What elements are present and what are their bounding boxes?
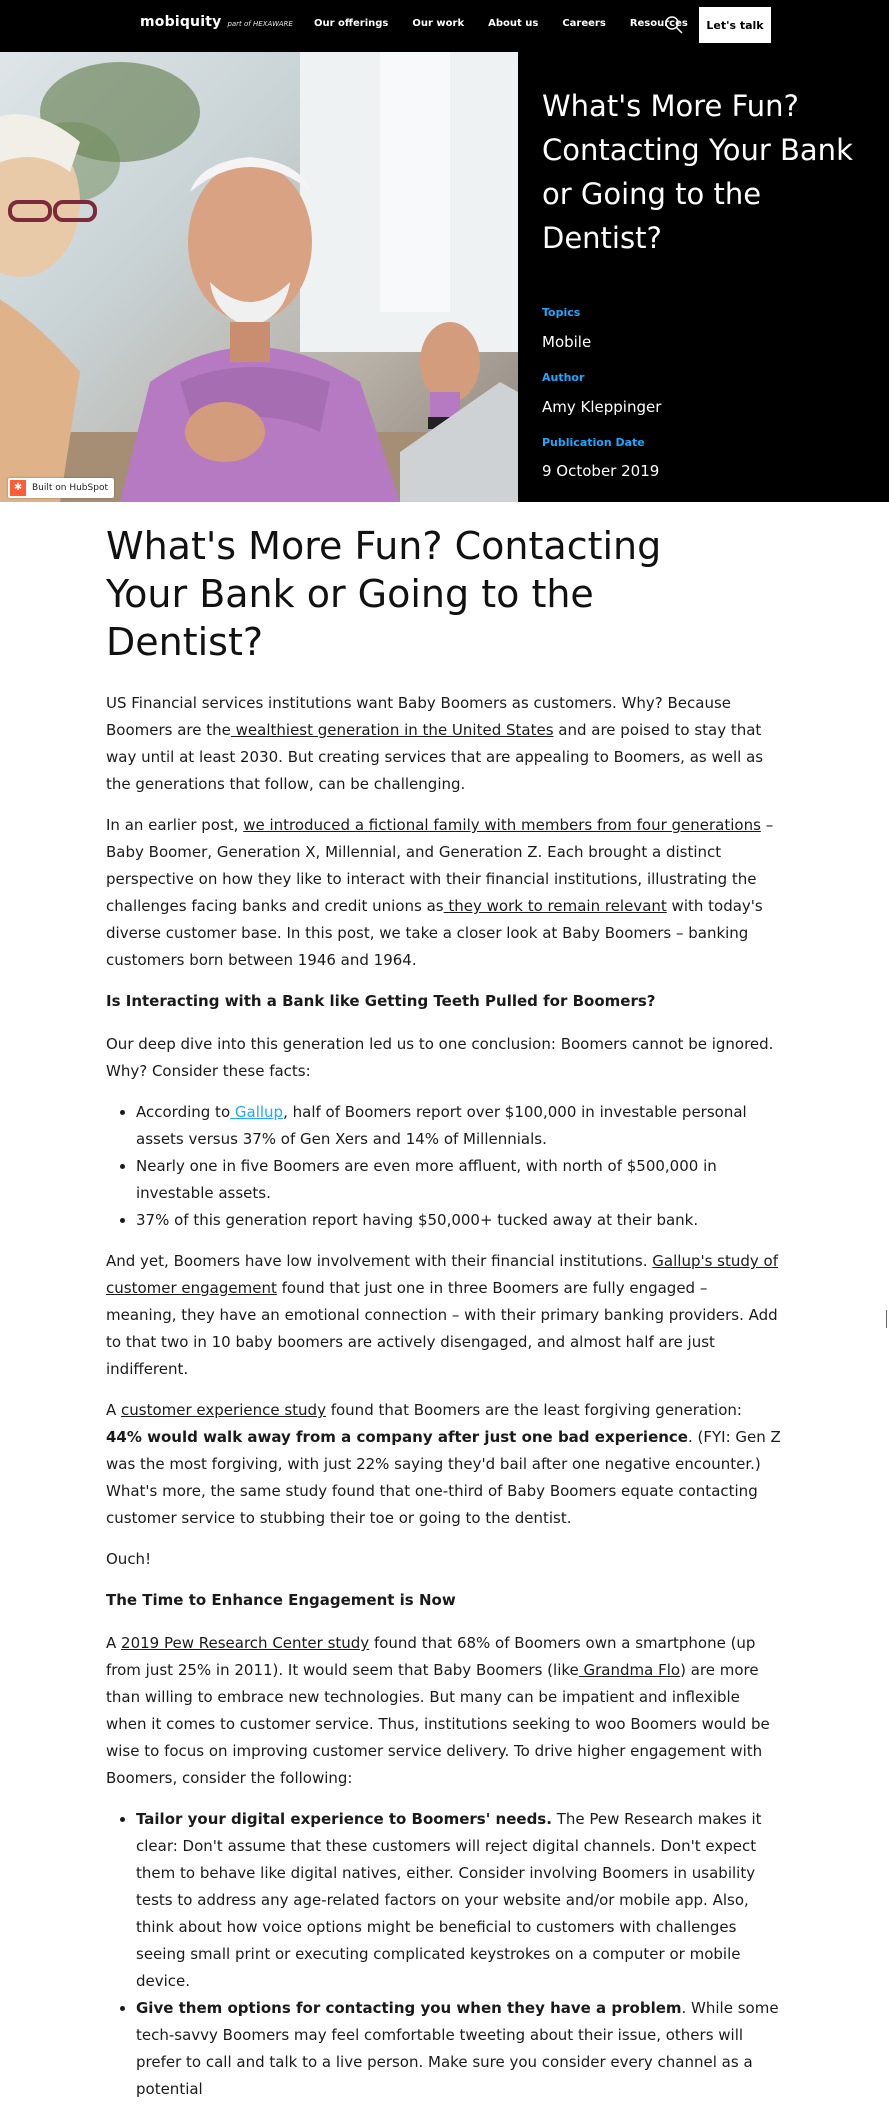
text: , half of Boomers report over $100,000 in investable personal assets versus 37% of Gen Xers and 14% of Millennials.	[136, 1103, 747, 1148]
link-remain-relevant[interactable]: they work to remain relevant	[443, 897, 667, 915]
text: . (FYI: Gen Z was the most forgiving, with just 22% saying they'd bail after one negative encounter.) What's more, the same study found that one-third of Baby Boomers equate contacting customer service to stubbing their toe or going to the dentist.	[106, 1428, 781, 1527]
link-grandma-flo[interactable]: Grandma Flo	[578, 1661, 681, 1679]
author-value: Amy Kleppinger	[542, 398, 662, 416]
paragraph-deep-dive: Our deep dive into this generation led us to one conclusion: Boomers cannot be ignored. Why? Consider these facts:	[106, 1035, 774, 1080]
paragraph-ouch: Ouch!	[106, 1550, 152, 1568]
paragraph-earlier-post	[106, 812, 782, 974]
search-icon[interactable]	[664, 15, 684, 35]
logo-text: mobiquity	[140, 14, 222, 30]
topics-value[interactable]: Mobile	[542, 333, 592, 351]
paragraph-intro	[106, 690, 782, 798]
tips-list	[106, 1806, 782, 2103]
author-label: Author	[542, 371, 585, 384]
text: ) are more than willing to embrace new technologies. But many can be impatient and inflexible when it comes to customer service. Thus, institutions seeking to woo Boomers would be wise to focus on improving customer service delivery. To drive higher engagement with Boomers, consider the following:	[106, 1661, 770, 1787]
hero-illustration	[0, 52, 518, 502]
list-item	[136, 1995, 782, 2103]
link-wealthiest-generation[interactable]: wealthiest generation in the United States	[230, 721, 554, 739]
text: found that 68% of Boomers own a smartphone (up from just 25% in 2011). It would seem that Baby Boomers (like	[106, 1634, 756, 1679]
logo[interactable]	[140, 14, 293, 30]
nav-link-careers[interactable]: Careers	[562, 18, 606, 29]
link-pew-research[interactable]: 2019 Pew Research Center study	[121, 1634, 370, 1652]
text: . While some tech-savvy Boomers may feel comfortable tweeting about their issue, others will prefer to call and talk to a live person. Make sure you consider every channel as a potential	[136, 1999, 779, 2098]
built-on-hubspot-badge[interactable]	[8, 478, 114, 498]
publication-date-value: 9 October 2019	[542, 462, 660, 480]
scrollbar-thumb[interactable]	[886, 1310, 887, 1328]
list-item: • Nearly one in five Boomers are even more affluent, with north of $500,000 in investable assets.	[136, 1153, 782, 1207]
top-navigation	[0, 0, 889, 52]
bold-text: Tailor your digital experience to Boomers' needs.	[136, 1810, 552, 1828]
text: found that just one in three Boomers are fully engaged – meaning, they have an emotional connection – with their primary banking providers. Add to that two in 10 baby boomers are actively disengaged, and almost half are just indifferent.	[106, 1279, 778, 1378]
lets-talk-button[interactable]: Let's talk	[699, 7, 771, 43]
nav-links	[314, 18, 712, 29]
bold-text: 44% would walk away from a company after just one bad experience	[106, 1428, 688, 1446]
hero-title: What's More Fun? Contacting Your Bank or Going to the Dentist?	[542, 89, 853, 255]
bold-text: Give them options for contacting you when they have a problem	[136, 1999, 682, 2017]
text: The Pew Research makes it clear: Don't assume that these customers will reject digital channels. Don't expect them to behave like digital natives, either. Consider involving Boomers in usability tests to address any age-related factors on your website and/or mobile app. Also, think about how voice options might be beneficial to customers with challenges seeing small print or executing complicated keystrokes on a computer or mobile device.	[136, 1810, 762, 1990]
text: In an earlier post,	[106, 816, 244, 834]
text: – Baby Boomer, Generation X, Millennial, and Generation Z. Each brought a distinct perspective on how they like to interact with their financial institutions, illustrating the challenges facing banks and credit unions as	[106, 816, 774, 915]
list-item	[136, 1099, 782, 1153]
topics-label: Topics	[542, 306, 581, 319]
text: US Financial services institutions want Baby Boomers as customers. Why? Because Boomers are the	[106, 694, 731, 739]
publication-date-label: Publication Date	[542, 436, 645, 449]
text: And yet, Boomers have low involvement with their financial institutions.	[106, 1252, 653, 1270]
section-heading-teeth-pulled: Is Interacting with a Bank like Getting Teeth Pulled for Boomers?	[106, 992, 656, 1010]
paragraph-cx-study	[106, 1397, 782, 1532]
article-title: What's More Fun? Contacting Your Bank or Going to the Dentist?	[106, 524, 662, 664]
text: found that Boomers are the least forgiving generation:	[325, 1401, 742, 1419]
link-fictional-family[interactable]: we introduced a fictional family with members from four generations	[243, 816, 761, 834]
text: A	[106, 1634, 122, 1652]
logo-subtext: part of HEXAWARE	[227, 20, 293, 28]
link-customer-experience-study[interactable]: customer experience study	[121, 1401, 326, 1419]
hero-info-panel	[518, 52, 889, 502]
paragraph-pew-study	[106, 1630, 782, 1792]
facts-list	[106, 1099, 782, 1234]
paragraph-low-involvement	[106, 1248, 782, 1383]
text: with today's diverse customer base. In this post, we take a closer look at Baby Boomers – banking customers born between 1946 and 1964.	[106, 897, 763, 969]
section-heading-enhance-engagement: The Time to Enhance Engagement is Now	[106, 1591, 456, 1609]
hero	[0, 52, 889, 502]
link-gallup-study[interactable]: Gallup's study of customer engagement	[106, 1252, 779, 1297]
hubspot-badge-label: Built on HubSpot	[32, 483, 108, 493]
link-gallup[interactable]: Gallup	[230, 1103, 284, 1121]
nav-link-our-work[interactable]: Our work	[412, 18, 465, 29]
nav-link-resources[interactable]: Resources	[629, 18, 688, 29]
text: According to	[136, 1103, 231, 1121]
hero-photo	[0, 52, 518, 502]
hubspot-icon: ✱	[10, 480, 26, 496]
text: A	[106, 1401, 122, 1419]
text: and are poised to stay that way until at least 2030. But creating services that are appealing to Boomers, as well as the generations that follow, can be challenging.	[106, 721, 764, 793]
article-body	[106, 522, 782, 2117]
nav-link-our-offerings[interactable]: Our offerings	[314, 18, 389, 29]
list-item: • 37% of this generation report having $50,000+ tucked away at their bank.	[136, 1207, 782, 1234]
nav-link-about-us[interactable]: About us	[488, 18, 539, 29]
list-item	[136, 1806, 782, 1995]
